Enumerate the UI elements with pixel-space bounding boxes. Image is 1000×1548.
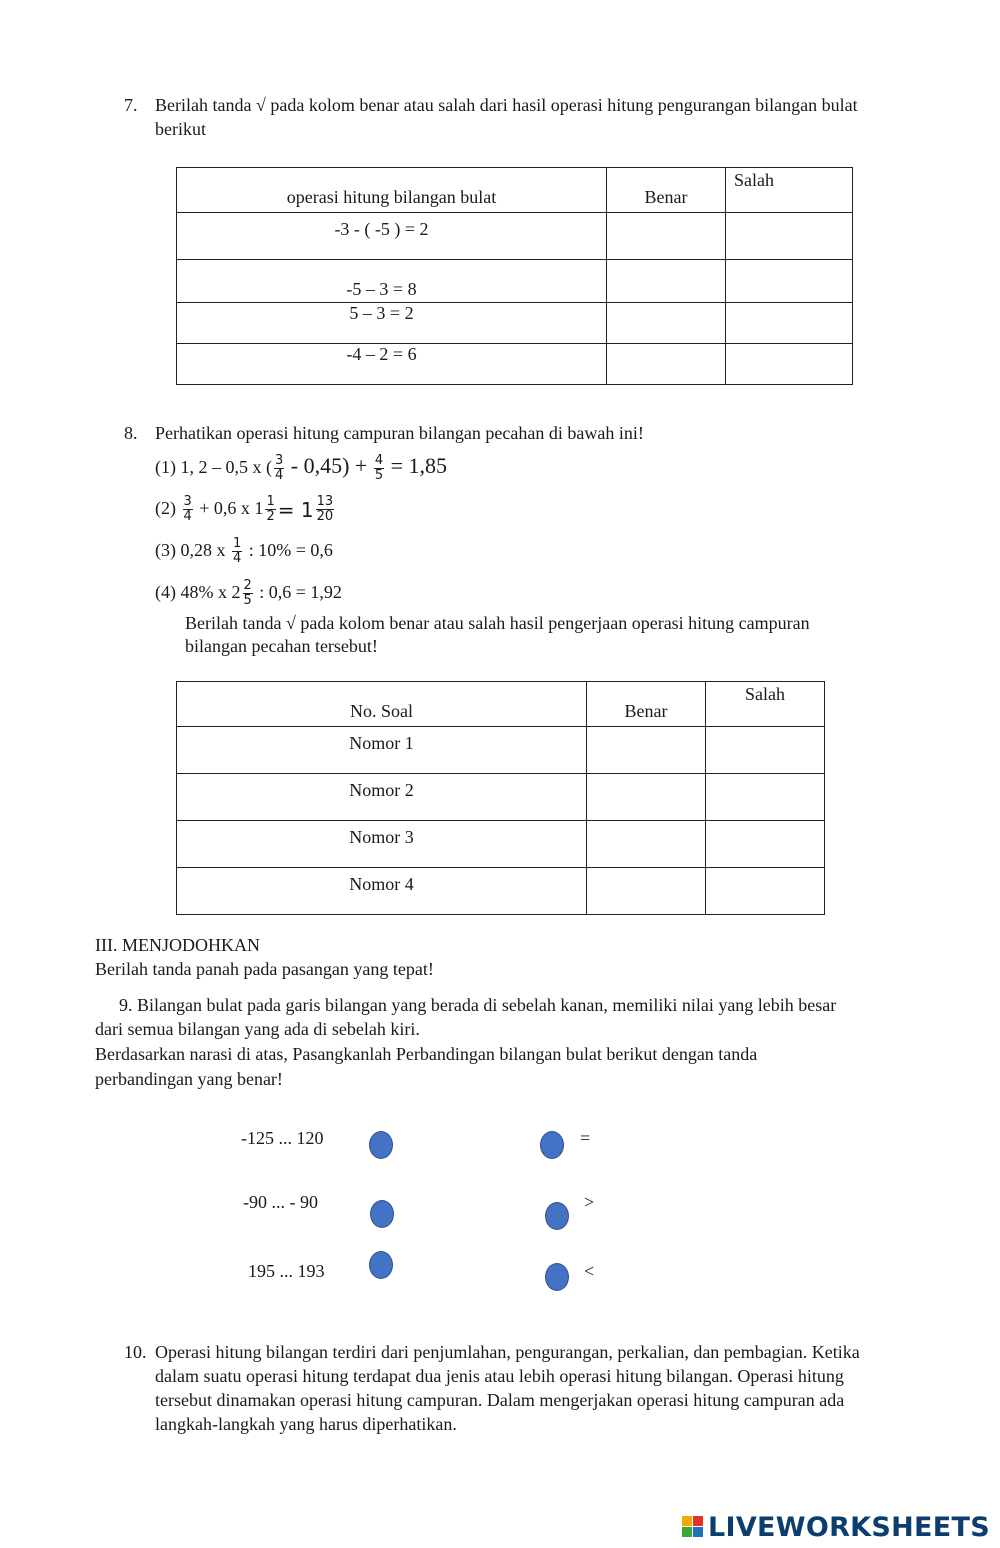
q7-header-benar: Benar (607, 168, 726, 213)
fraction-numerator: 2 (243, 578, 252, 594)
q7-row-expression: -4 – 2 = 6 (177, 344, 607, 385)
match-left-item-2: -90 ... - 90 (243, 1192, 318, 1212)
table-row (177, 213, 853, 260)
q7-header-salah: Salah (726, 168, 853, 213)
match-right-dot-1[interactable] (540, 1131, 564, 1159)
q7-table-header (177, 168, 853, 213)
q8-item-text: 0,28 x (180, 540, 226, 560)
q9-line3: Berdasarkan narasi di atas, Pasangkanlah Perbandingan bilangan bulat berikut dengan tanda (95, 1044, 758, 1064)
q7-benar-cell[interactable] (607, 260, 726, 303)
q10-line3: tersebut dinamakan operasi hitung campuran. Dalam mengerjakan operasi hitung campuran ada (155, 1390, 845, 1410)
q7-text-line1: Berilah tanda √ pada kolom benar atau salah dari hasil operasi hitung pengurangan bilangan bulat (155, 95, 858, 115)
q10-line2: dalam suatu operasi hitung terdapat dua jenis atau lebih operasi hitung bilangan. Operasi hitung (155, 1366, 844, 1386)
q10-number: 10. (124, 1342, 147, 1362)
q7-salah-cell[interactable] (726, 303, 853, 344)
fraction-denominator: 4 (183, 509, 192, 525)
table-row (177, 774, 825, 821)
q8-item-3 (155, 528, 333, 572)
q8-item-text: - 0,45) + (290, 453, 368, 478)
q7-row-expression: 5 – 3 = 2 (177, 303, 607, 344)
table-row (177, 344, 853, 385)
fraction (316, 495, 335, 524)
q8-item-4 (155, 570, 342, 614)
q8-table (176, 681, 825, 915)
q8-benar-cell[interactable] (587, 774, 706, 821)
q8-instruction-line1: Berilah tanda √ pada kolom benar atau salah hasil pengerjaan operasi hitung campuran (185, 613, 810, 633)
q8-item-text: : 0,6 = 1,92 (259, 582, 342, 602)
q8-row-label: Nomor 4 (177, 868, 587, 915)
q8-item-label: (4) (155, 582, 176, 602)
q8-item-text: = 1,85 (390, 453, 448, 478)
q8-row-label: Nomor 3 (177, 821, 587, 868)
q7-benar-cell[interactable] (607, 344, 726, 385)
fraction-denominator: 20 (316, 509, 334, 525)
q7-salah-cell[interactable] (726, 260, 853, 303)
match-right-dot-3[interactable] (545, 1263, 569, 1291)
q8-benar-cell[interactable] (587, 727, 706, 774)
q8-table-header (177, 682, 825, 727)
table-row (177, 303, 853, 344)
q8-item-text: 1, 2 – 0,5 x ( (180, 457, 272, 477)
fraction-numerator: 1 (266, 494, 275, 510)
fraction (183, 495, 193, 524)
liveworksheets-logo-text: LIVEWORKSHEETS (707, 1512, 990, 1543)
q9-line1: 9. Bilangan bulat pada garis bilangan yang berada di sebelah kanan, memiliki nilai yang lebih besar (119, 995, 837, 1015)
q8-item-label: (3) (155, 540, 176, 560)
table-row (177, 727, 825, 774)
q7-text-line2: berikut (155, 119, 206, 139)
fraction (274, 454, 284, 483)
q7-benar-cell[interactable] (607, 303, 726, 344)
q8-item-1 (155, 444, 447, 488)
q8-item-text: + 0,6 x 1 (199, 498, 264, 518)
section3-title: III. MENJODOHKAN (95, 935, 260, 955)
q8-row-label: Nomor 2 (177, 774, 587, 821)
q8-item-label: (2) (155, 498, 176, 518)
match-left-item-3: 195 ... 193 (248, 1261, 325, 1281)
q8-salah-cell[interactable] (706, 821, 825, 868)
liveworksheets-logo (682, 1512, 990, 1543)
fraction-numerator: 4 (374, 453, 384, 469)
liveworksheets-logo-icon (682, 1516, 704, 1538)
table-row (177, 821, 825, 868)
q7-salah-cell[interactable] (726, 344, 853, 385)
q8-benar-cell[interactable] (587, 821, 706, 868)
q8-intro: Perhatikan operasi hitung campuran bilangan pecahan di bawah ini! (155, 423, 644, 443)
match-right-item-2: > (584, 1192, 595, 1212)
fraction-numerator: 3 (275, 453, 284, 469)
q8-benar-cell[interactable] (587, 868, 706, 915)
q7-salah-cell[interactable] (726, 213, 853, 260)
q7-number: 7. (124, 95, 138, 115)
q7-header-operation: operasi hitung bilangan bulat (177, 168, 607, 213)
q7-row-expression: -3 - ( -5 ) = 2 (177, 213, 607, 260)
q8-item-text: : 10% = 0,6 (248, 540, 333, 560)
fraction-denominator: 4 (275, 468, 284, 484)
match-left-dot-1[interactable] (369, 1131, 393, 1159)
q9-line2: dari semua bilangan yang ada di sebelah kiri. (95, 1019, 420, 1039)
q7-table (176, 167, 853, 385)
q8-item-text: 48% x 2 (180, 582, 241, 602)
q8-header-benar: Benar (587, 682, 706, 727)
fraction-numerator: 3 (183, 494, 192, 510)
fraction (265, 495, 275, 524)
q8-item-text: = 1 (277, 497, 314, 522)
fraction-denominator: 5 (374, 468, 384, 484)
fraction-denominator: 5 (243, 593, 252, 609)
q8-salah-cell[interactable] (706, 727, 825, 774)
fraction (243, 579, 253, 608)
fraction-numerator: 1 (233, 536, 242, 552)
fraction (374, 454, 384, 483)
match-right-item-1: = (580, 1128, 591, 1148)
q7-benar-cell[interactable] (607, 213, 726, 260)
match-right-dot-2[interactable] (545, 1202, 569, 1230)
q7-row-expression: -5 – 3 = 8 (177, 260, 607, 303)
section3-instruction: Berilah tanda panah pada pasangan yang tepat! (95, 959, 434, 979)
table-row (177, 260, 853, 303)
match-left-dot-2[interactable] (370, 1200, 394, 1228)
fraction (232, 537, 242, 566)
q8-item-2 (155, 486, 336, 530)
q9-line4: perbandingan yang benar! (95, 1069, 283, 1089)
q8-instruction-line2: bilangan pecahan tersebut! (185, 636, 378, 656)
q8-header-no-soal: No. Soal (177, 682, 587, 727)
table-row (177, 868, 825, 915)
match-left-item-1: -125 ... 120 (241, 1128, 324, 1148)
fraction-denominator: 2 (266, 509, 275, 525)
fraction-denominator: 4 (233, 551, 242, 567)
q10-line1: Operasi hitung bilangan terdiri dari penjumlahan, pengurangan, perkalian, dan pembagian. Ketika (155, 1342, 860, 1362)
q8-number: 8. (124, 423, 138, 443)
match-right-item-3: < (584, 1261, 595, 1281)
q8-salah-cell[interactable] (706, 868, 825, 915)
match-left-dot-3[interactable] (369, 1251, 393, 1279)
q8-item-label: (1) (155, 457, 176, 477)
q10-line4: langkah-langkah yang harus diperhatikan. (155, 1414, 457, 1434)
q8-header-salah: Salah (706, 682, 825, 727)
q8-salah-cell[interactable] (706, 774, 825, 821)
q8-row-label: Nomor 1 (177, 727, 587, 774)
fraction-numerator: 13 (316, 494, 334, 510)
